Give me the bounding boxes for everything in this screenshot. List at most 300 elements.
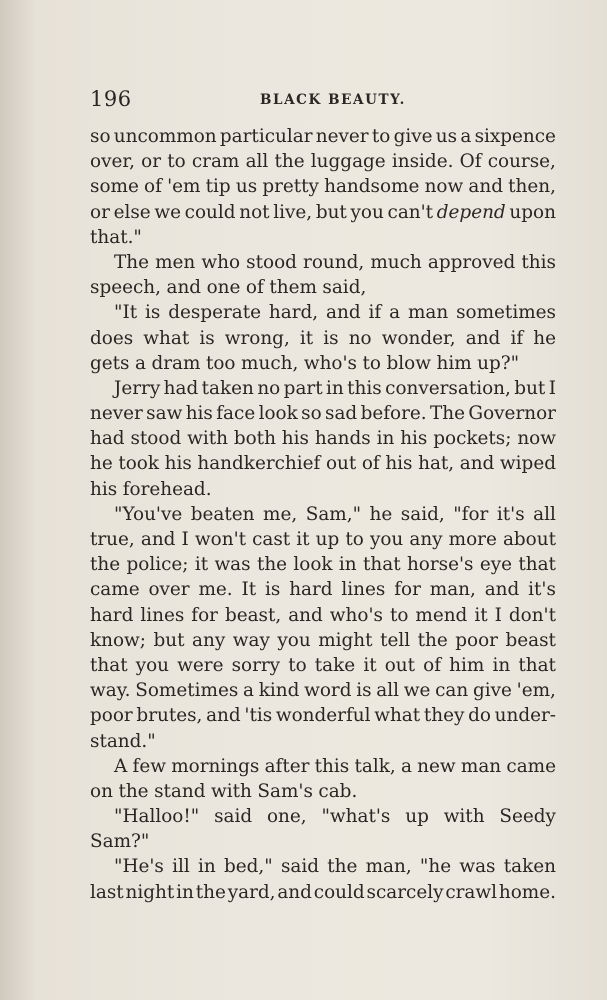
text-line [90, 300, 556, 325]
word: and [277, 881, 312, 903]
word: to [288, 654, 307, 676]
word: stand [154, 780, 206, 802]
word: gets [90, 352, 130, 374]
word: never [90, 403, 143, 425]
word: way. [90, 680, 131, 702]
word: in [326, 377, 344, 399]
word: a [400, 755, 412, 777]
word: any [409, 529, 443, 550]
word: of [144, 176, 162, 198]
word: last [90, 881, 124, 903]
text-line [90, 729, 556, 754]
word: it [363, 654, 377, 676]
word: about [502, 529, 556, 550]
word: pockets; [433, 428, 512, 450]
word: do [468, 705, 491, 727]
word: he [369, 503, 393, 525]
word: "what's [321, 806, 391, 828]
word: "for [453, 503, 489, 525]
page-number: 196 [90, 87, 132, 111]
word: out [384, 654, 416, 676]
word: sad [325, 403, 358, 425]
word: his [400, 428, 428, 450]
text-line [90, 603, 556, 628]
word: forehead. [122, 478, 212, 500]
word: "You've [114, 503, 183, 525]
word: him [449, 654, 485, 676]
word: sixpence [474, 126, 556, 147]
word: more [448, 529, 497, 550]
word: night [125, 881, 175, 903]
word: talk, [354, 755, 396, 777]
word: hard, [268, 302, 319, 324]
word: and [140, 529, 176, 550]
word: in [376, 428, 395, 450]
word: the [195, 881, 226, 903]
word: I [494, 604, 502, 626]
word: what [143, 327, 190, 349]
word: yard, [227, 881, 276, 903]
text-line [90, 376, 556, 401]
word: out [325, 453, 357, 475]
word: me, [263, 503, 298, 525]
word: that [363, 554, 401, 576]
word: man [460, 755, 502, 777]
word: horse's [406, 554, 474, 576]
word: his [185, 403, 213, 425]
word: Sam?" [90, 831, 150, 853]
word: tip [205, 176, 231, 198]
word: "Halloo!" [114, 806, 200, 828]
word: up [405, 806, 429, 828]
word: this [521, 251, 556, 273]
word: stand." [90, 730, 156, 752]
word: man [407, 302, 449, 324]
word: few [132, 755, 166, 777]
word: said, [400, 503, 445, 525]
word: don't [508, 604, 556, 626]
word: live, [273, 201, 313, 223]
word: The [430, 403, 466, 425]
word: him [436, 352, 472, 374]
word: all [376, 680, 400, 702]
word: all [245, 151, 269, 173]
word: with [443, 806, 485, 828]
word: tell [380, 629, 411, 651]
running-title: BLACK BEAUTY. [260, 92, 406, 108]
word: is [265, 579, 281, 601]
text-line [90, 653, 556, 678]
word: Jerry [114, 377, 161, 399]
word: uncommon [113, 126, 217, 147]
word: that [518, 654, 556, 676]
word: "It [114, 302, 138, 324]
word: so [90, 126, 111, 147]
word: said [214, 806, 253, 828]
word: man, [429, 579, 476, 601]
word: with [211, 780, 252, 802]
body-text [90, 124, 556, 905]
word: cram [191, 151, 240, 173]
word: course, [487, 151, 556, 173]
word: came [90, 579, 140, 601]
word: us [235, 176, 258, 198]
word: and [459, 453, 495, 475]
word: "He's [114, 856, 164, 878]
word: the [274, 151, 305, 173]
word: give [393, 126, 433, 147]
word: beast [505, 629, 556, 651]
word: beaten [190, 503, 255, 525]
word: on [90, 780, 113, 802]
word: his [281, 428, 309, 450]
word: it's [528, 579, 556, 601]
word: in [338, 554, 357, 576]
word: mornings [171, 755, 260, 777]
word: depend [436, 201, 506, 223]
word: handsome [324, 176, 420, 198]
word: up?" [477, 352, 520, 374]
text-line [90, 351, 556, 376]
word: 'tis [244, 705, 273, 727]
text-line [90, 174, 556, 199]
word: could [184, 201, 236, 223]
word: the [417, 629, 448, 651]
word: mend [415, 604, 468, 626]
word: or [90, 201, 110, 223]
word: up [315, 529, 340, 550]
word: can't [387, 201, 434, 223]
word: the [327, 856, 358, 878]
word: his [385, 453, 413, 475]
word: a [389, 302, 401, 324]
text-line [90, 577, 556, 602]
word: give [472, 680, 512, 702]
word: luggage [310, 151, 386, 173]
word: who [201, 251, 241, 273]
word: is [356, 680, 372, 702]
word: we [154, 201, 181, 223]
word: lines [140, 604, 185, 626]
word: and [206, 705, 241, 727]
word: to [167, 151, 186, 173]
word: he [90, 453, 113, 475]
word: poor [90, 705, 133, 727]
word: stood [130, 428, 182, 450]
word: wonderful [275, 705, 371, 727]
word: and [468, 176, 503, 198]
word: ill [172, 856, 190, 878]
word: in [176, 881, 194, 903]
word: or [141, 151, 162, 173]
word: took [118, 453, 160, 475]
word: look [258, 403, 298, 425]
text-line [90, 401, 556, 426]
word: if [510, 327, 524, 349]
text-line [90, 225, 556, 250]
word: you [135, 654, 170, 676]
word: too [205, 352, 236, 374]
word: were [177, 654, 224, 676]
word: but [153, 629, 185, 651]
word: one, [266, 806, 307, 828]
word: they [423, 705, 465, 727]
word: Sometimes [135, 680, 239, 702]
word: face [216, 403, 256, 425]
word: cab. [318, 780, 358, 802]
word: a [460, 126, 472, 147]
word: of [245, 277, 264, 299]
word: a [135, 352, 146, 374]
word: bed," [223, 856, 273, 878]
word: 'em [167, 176, 201, 198]
word: after [264, 755, 310, 777]
word: it [299, 327, 314, 349]
word: home. [498, 881, 556, 903]
word: we [403, 680, 431, 702]
word: cast [252, 529, 291, 550]
text-line [90, 552, 556, 577]
text-line [90, 527, 556, 552]
word: take [314, 654, 356, 676]
word: man, [365, 856, 412, 878]
word: that [518, 554, 556, 576]
text-line [90, 829, 556, 854]
word: wrong, [224, 327, 290, 349]
word: know; [90, 629, 146, 651]
word: if [368, 302, 382, 324]
word: not [239, 201, 270, 223]
word: for [394, 579, 421, 601]
word: before. [360, 403, 427, 425]
word: so [301, 403, 322, 425]
word: pretty [262, 176, 319, 198]
word: new [417, 755, 456, 777]
word: you [350, 201, 384, 223]
word: is [145, 302, 161, 324]
word: approved [427, 251, 516, 273]
word: sometimes [456, 302, 556, 324]
word: wonder, [381, 327, 456, 349]
word: poor [455, 629, 498, 651]
word: all [533, 503, 556, 525]
word: had [90, 428, 125, 450]
word: but [315, 201, 347, 223]
text-line [90, 854, 556, 879]
word: no [257, 377, 281, 399]
word: was [459, 856, 496, 878]
text-line [90, 200, 556, 225]
word: over, [90, 151, 135, 173]
word: and [326, 302, 361, 324]
word: much, [241, 352, 299, 374]
text-line [90, 804, 556, 829]
word: his [164, 453, 192, 475]
word: particular [219, 126, 313, 147]
word: hat, [418, 453, 455, 475]
word: to [371, 126, 391, 147]
text-line [90, 754, 556, 779]
word: and [484, 579, 520, 601]
word: over [148, 579, 190, 601]
word: and [288, 604, 323, 626]
text-line [90, 124, 556, 149]
word: you [369, 529, 404, 550]
word: had [163, 377, 199, 399]
word: look [293, 554, 333, 576]
word: the [256, 554, 288, 576]
word: I [548, 377, 556, 399]
word: "he [419, 856, 452, 878]
text-line [90, 779, 556, 804]
word: and [166, 277, 202, 299]
word: one [206, 277, 241, 299]
word: handkerchief [197, 453, 321, 475]
word: for [191, 604, 218, 626]
text-line [90, 880, 556, 905]
word: his [90, 478, 118, 500]
word: Seedy [499, 806, 556, 828]
word: round, [303, 251, 365, 273]
word: speech, [90, 277, 161, 299]
word: who's [303, 352, 357, 374]
word: much [370, 251, 422, 273]
word: crawl [445, 881, 498, 903]
running-head [90, 84, 556, 114]
word: some [90, 176, 139, 198]
word: of [361, 453, 380, 475]
word: now [424, 176, 464, 198]
word: Governor [468, 403, 556, 425]
text-line [90, 451, 556, 476]
word: that [90, 654, 128, 676]
word: hands [314, 428, 371, 450]
word: it [194, 554, 209, 576]
word: dram [151, 352, 201, 374]
word: under- [494, 705, 556, 727]
word: said, [322, 277, 367, 299]
word: who's [329, 604, 383, 626]
word: else [113, 201, 151, 223]
word: I [181, 529, 189, 550]
word: wiped [499, 453, 556, 475]
word: part [283, 377, 323, 399]
word: sorry [231, 654, 281, 676]
word: to [345, 529, 364, 550]
word: upon [509, 201, 556, 223]
word: of [423, 654, 442, 676]
word: hard [90, 604, 134, 626]
word: police; [126, 554, 189, 576]
word: in [492, 654, 511, 676]
text-line [90, 326, 556, 351]
word: that." [90, 226, 142, 248]
word: desperate [168, 302, 262, 324]
word: to [362, 352, 381, 374]
word: was [214, 554, 251, 576]
word: it's [496, 503, 525, 525]
word: said [280, 856, 319, 878]
word: It [241, 579, 257, 601]
word: 'em, [516, 680, 556, 702]
word: stood [246, 251, 297, 273]
text-line [90, 426, 556, 451]
word: us [435, 126, 458, 147]
word: and [465, 327, 501, 349]
word: inside. [391, 151, 454, 173]
word: Sam's [257, 780, 313, 802]
word: brutes, [136, 705, 203, 727]
text-line [90, 628, 556, 653]
word: them [269, 277, 317, 299]
word: lines [341, 579, 386, 601]
word: with [187, 428, 228, 450]
word: beast, [224, 604, 282, 626]
word: the [118, 780, 149, 802]
word: a [243, 680, 254, 702]
word: both [233, 428, 276, 450]
word: eye [479, 554, 512, 576]
word: he [533, 327, 556, 349]
text-line [90, 477, 556, 502]
word: blow [386, 352, 431, 374]
word: hard [289, 579, 333, 601]
word: to [389, 604, 409, 626]
text-line [90, 502, 556, 527]
word: does [90, 327, 134, 349]
word: me. [198, 579, 233, 601]
word: is [199, 327, 215, 349]
word: saw [146, 403, 183, 425]
word: A [114, 755, 128, 777]
word: now [517, 428, 556, 450]
word: word [304, 680, 352, 702]
word: it [296, 529, 310, 550]
word: Of [459, 151, 482, 173]
word: conversation, [385, 377, 511, 399]
word: no [348, 327, 372, 349]
word: The [114, 251, 149, 273]
word: can [435, 680, 469, 702]
word: men [155, 251, 196, 273]
word: way [232, 629, 270, 651]
word: you [277, 629, 311, 651]
word: the [90, 554, 121, 576]
word: never [315, 126, 369, 147]
word: any [192, 629, 226, 651]
word: could [313, 881, 365, 903]
word: kind [258, 680, 300, 702]
word: scarcely [366, 881, 444, 903]
word: then, [508, 176, 556, 198]
word: but [514, 377, 546, 399]
word: in [198, 856, 216, 878]
text-line [90, 250, 556, 275]
word: what [374, 705, 421, 727]
text-line [90, 703, 556, 728]
word: true, [90, 529, 135, 550]
word: taken [201, 377, 254, 399]
word: it [474, 604, 488, 626]
text-line [90, 275, 556, 300]
word: won't [194, 529, 247, 550]
word: taken [503, 856, 556, 878]
word: this [314, 755, 350, 777]
word: is [323, 327, 339, 349]
word: this [347, 377, 382, 399]
text-line [90, 678, 556, 703]
word: came [506, 755, 556, 777]
